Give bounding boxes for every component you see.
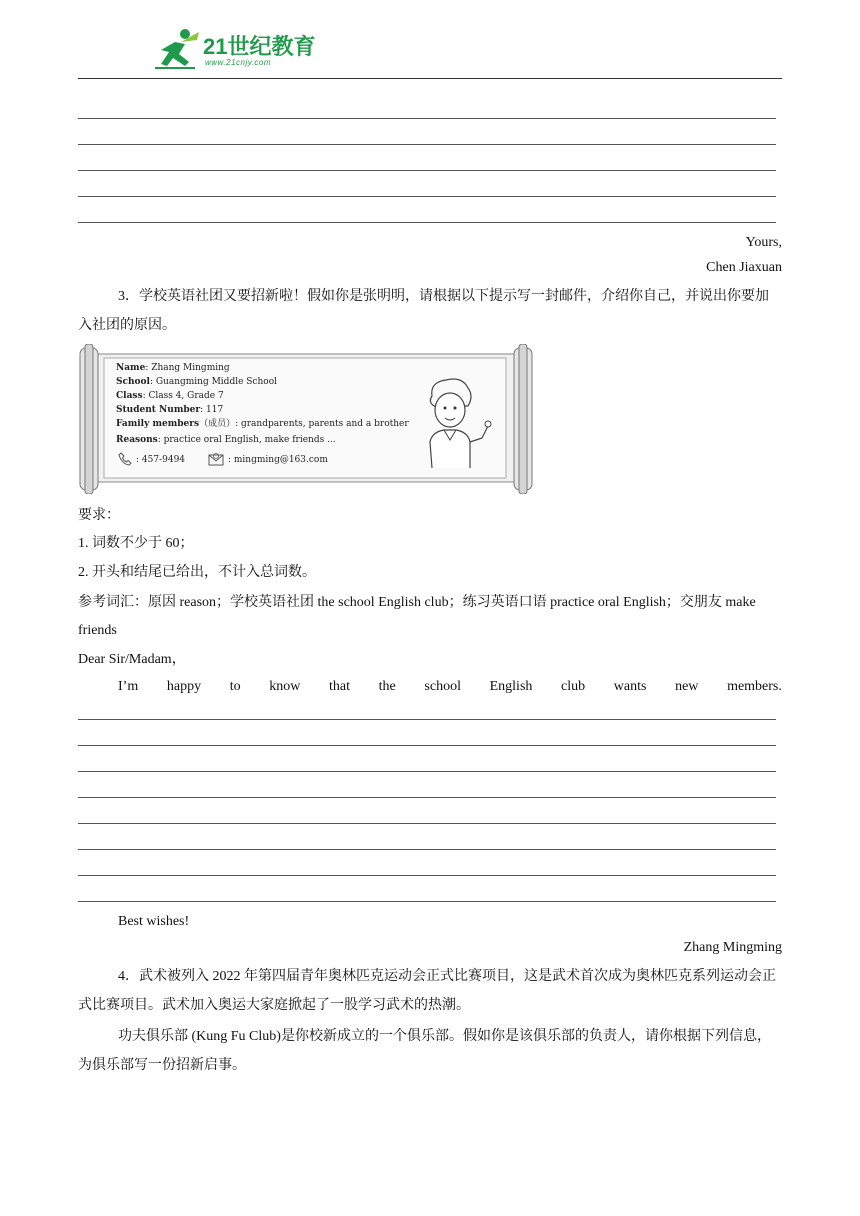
answer-line bbox=[78, 196, 776, 197]
opening-word: school bbox=[424, 679, 461, 694]
email-icon bbox=[208, 452, 224, 466]
letter-signature-2: Zhang Mingming bbox=[683, 940, 782, 955]
opening-word: the bbox=[378, 679, 396, 694]
info-scroll-card bbox=[78, 344, 534, 494]
opening-word: new bbox=[675, 679, 699, 694]
letter-opening-line bbox=[118, 677, 782, 697]
card-class: Class: Class 4, Grade 7 bbox=[116, 391, 224, 401]
card-student-number: Student Number: 117 bbox=[116, 405, 224, 415]
answer-line bbox=[78, 875, 776, 876]
card-phone: : 457-9494 bbox=[136, 455, 186, 465]
answer-line bbox=[78, 797, 776, 798]
card-reasons: Reasons: practice oral English, make friends ... bbox=[116, 435, 336, 445]
letter-closing-2: Best wishes! bbox=[118, 914, 190, 929]
requirement-2: 2. 开头和结尾已给出，不计入总词数。 bbox=[78, 565, 316, 580]
logo-text: 21世纪教育 bbox=[203, 34, 316, 59]
answer-line bbox=[78, 118, 776, 119]
card-name: Name: Zhang Mingming bbox=[116, 363, 230, 373]
opening-word: that bbox=[329, 679, 351, 694]
runner-logo-icon bbox=[155, 28, 203, 70]
opening-word: know bbox=[269, 679, 301, 694]
answer-line bbox=[78, 849, 776, 850]
opening-word: happy bbox=[166, 679, 202, 694]
answer-line bbox=[78, 901, 776, 902]
logo-url: www.21cnjy.com bbox=[205, 58, 271, 67]
opening-word: to bbox=[229, 679, 241, 694]
opening-word: members. bbox=[727, 679, 782, 694]
letter-salutation: Dear Sir/Madam， bbox=[78, 652, 186, 667]
answer-line bbox=[78, 745, 776, 746]
letter-closing: Yours, bbox=[745, 235, 782, 250]
requirement-1: 1. 词数不少于 60； bbox=[78, 536, 194, 551]
site-logo bbox=[155, 28, 325, 72]
card-family-members: Family members（成员）: grandparents, parents and a brother bbox=[116, 419, 409, 429]
card-school: School: Guangming Middle School bbox=[116, 377, 277, 387]
answer-line bbox=[78, 170, 776, 171]
reference-vocabulary: 参考词汇：原因 reason；学校英语社团 the school English club；练习英语口语 practice oral English；交朋友 make friends bbox=[78, 595, 756, 638]
opening-word: I’m bbox=[118, 679, 139, 694]
question-3-prompt: 3．学校英语社团又要招新啦！假如你是张明明，请根据以下提示写一封邮件，介绍你自己，并说出你要加入社团的原因。 bbox=[78, 289, 769, 333]
question-4-paragraph-1: 4．武术被列入 2022 年第四届青年奥林匹克运动会正式比赛项目，这是武术首次成为奥林匹克系列运动会正式比赛项目。武术加入奥运大家庭掀起了一股学习武术的热潮。 bbox=[78, 969, 776, 1013]
boy-illustration bbox=[418, 376, 498, 468]
header-divider bbox=[78, 78, 782, 79]
answer-line bbox=[78, 719, 776, 720]
answer-line bbox=[78, 771, 776, 772]
answer-line bbox=[78, 823, 776, 824]
answer-line bbox=[78, 144, 776, 145]
opening-word: club bbox=[561, 679, 586, 694]
phone-icon bbox=[118, 452, 132, 466]
answer-line bbox=[78, 222, 776, 223]
requirements-title: 要求： bbox=[78, 508, 120, 523]
card-email: : mingming@163.com bbox=[228, 455, 328, 465]
opening-word: wants bbox=[613, 679, 647, 694]
letter-signature: Chen Jiaxuan bbox=[706, 260, 782, 275]
opening-word: English bbox=[489, 679, 533, 694]
question-4-paragraph-2: 功夫俱乐部 (Kung Fu Club)是你校新成立的一个俱乐部。假如你是该俱乐部的负责人，请你根据下列信息，为俱乐部写一份招新启事。 bbox=[78, 1029, 771, 1073]
